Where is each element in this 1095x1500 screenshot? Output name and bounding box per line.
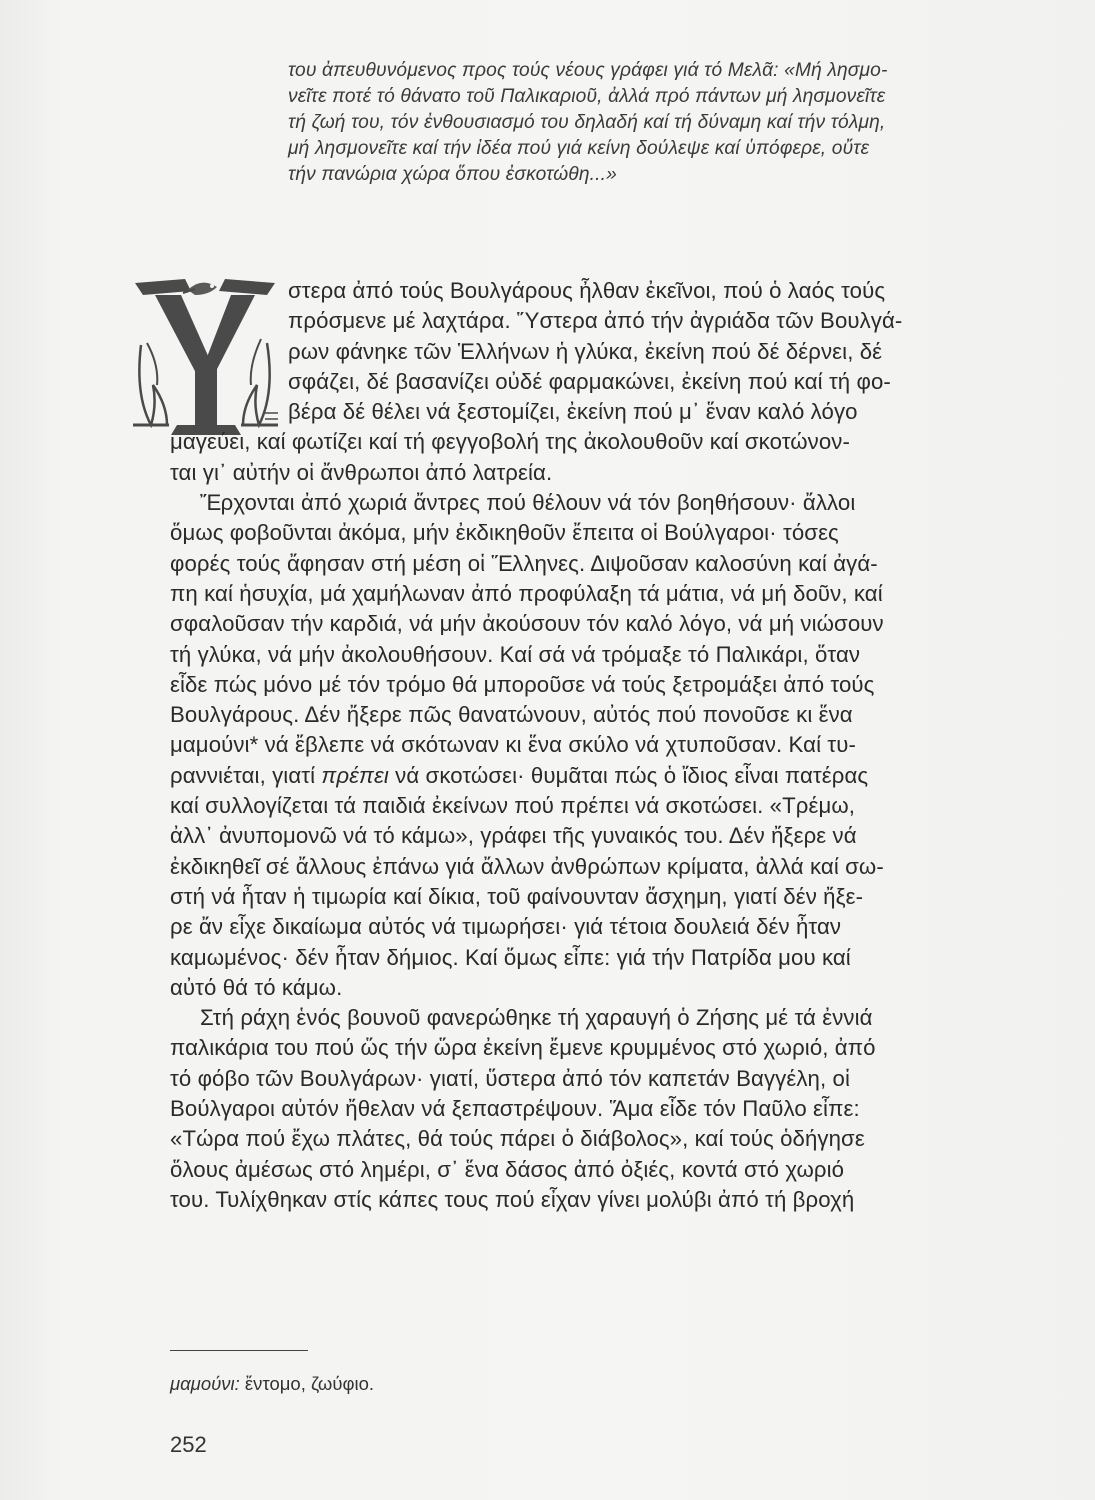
body-line: τή γλύκα, νά μήν ἀκολουθήσουν. Καί σά νά τρόμαξε τό Παλικάρι, ὅταν	[170, 641, 861, 667]
body-line: ἐκδικηθεῖ σέ ἄλλους ἐπάνω γιά ἄλλων ἀνθρώπων κρίματα, ἀλλά καί σω-	[170, 853, 884, 879]
body-line: πρόσμενε μέ λαχτάρα. Ὕστερα ἀπό τήν ἀγριάδα τῶν Βουλγά-	[288, 308, 903, 334]
body-line: ὅμως φοβοῦνται ἀκόμα, μήν ἐκδικηθοῦν ἔπειτα οἱ Βούλγαροι· τόσες	[170, 520, 839, 546]
body-line: στή νά ἦταν ἡ τιμωρία καί δίκια, τοῦ φαίνουνταν ἄσχημη, γιατί δέν ἤξε-	[170, 883, 864, 909]
body-line: τό φόβο τῶν Βουλγάρων· γιατί, ὕστερα ἀπό τόν καπετάν Βαγγέλη, οἱ	[170, 1065, 850, 1091]
body-line: καμωμένος· δέν ἦταν δήμιος. Καί ὅμως εἶπε: γιά τήν Πατρίδα μου καί	[170, 944, 851, 970]
body-line: εἶδε πώς μόνο μέ τόν τρόμο θά μποροῦσε νά τούς ξετρομάξει ἀπό τούς	[170, 671, 875, 697]
body-line: πη καί ἡσυχία, μά χαμήλωναν ἀπό προφύλαξη τά μάτια, νά μή δοῦν, καί	[170, 580, 883, 606]
body-line: του. Τυλίχθηκαν στίς κάπες τους πού εἶχαν γίνει μολύβι ἀπό τή βροχή	[170, 1186, 855, 1212]
body-line: σφάζει, δέ βασανίζει οὐδέ φαρμακώνει, ἐκείνη πού καί τή φο-	[288, 368, 891, 394]
body-line-part: νά σκοτώσει· θυμᾶται πώς ὁ ἴδιος εἶναι πατέρας	[388, 762, 869, 788]
body-line: μαγεύει, καί φωτίζει καί τή φεγγοβολή της ἀκολουθοῦν καί σκοτώνον-	[170, 429, 850, 455]
footnote	[170, 1373, 374, 1395]
body-line: Βουλγάρους. Δέν ἤξερε πῶς θανατώνουν, αὐτός πού πονοῦσε κι ἕνα	[170, 702, 853, 728]
body-line-part: ραννιέται, γιατί	[170, 762, 322, 788]
page-number: 252	[170, 1432, 207, 1457]
italic-quote-block	[288, 58, 1068, 188]
body-line: βέρα δέ θέλει νά ξεστομίζει, ἐκείνη πού μ᾽ ἕναν καλό λόγο	[288, 399, 858, 425]
body-line: στερα ἀπό τούς Βουλγάρους ἦλθαν ἐκεῖνοι, πού ὁ λαός τούς	[288, 278, 886, 303]
body-line: Στή ράχη ἑνός βουνοῦ φανερώθηκε τή χαραυγή ὁ Ζήσης μέ τά ἐννιά	[200, 1005, 873, 1031]
body-line: καί συλλογίζεται τά παιδιά ἐκείνων πού πρέπει νά σκοτώσει. «Τρέμω,	[170, 793, 856, 819]
body-line: ρε ἄν εἶχε δικαίωμα αὐτός νά τιμωρήσει· γιά τέτοια δουλειά δέν ἦταν	[170, 914, 842, 940]
body-line: Ἔρχονται ἀπό χωριά ἄντρες πού θέλουν νά τόν βοηθήσουν· ἄλλοι	[200, 490, 856, 516]
footnote-divider	[170, 1350, 308, 1351]
body-line: παλικάρια του πού ὥς τήν ὥρα ἐκείνη ἔμενε κρυμμένος στό χωριό, ἀπό	[170, 1035, 876, 1061]
body-line: ὅλους ἀμέσως στό λημέρι, σ᾽ ἕνα δάσος ἀπό ὀξιές, κοντά στό χωριό	[170, 1156, 845, 1182]
quote-line: τήν πανώρια χώρα ὅπου ἐσκοτώθη...»	[288, 164, 617, 185]
body-line: Βούλγαροι αὐτόν ἤθελαν νά ξεπαστρέψουν. Ἅμα εἶδε τόν Παῦλο εἶπε:	[170, 1096, 860, 1122]
body-line: ρων φάνηκε τῶν Ἑλλήνων ἡ γλύκα, ἐκείνη πού δέ δέρνει, δέ	[288, 338, 883, 364]
body-line: φορές τούς ἄφησαν στή μέση οἱ Ἕλληνες. Διψοῦσαν καλοσύνη καί ἀγά-	[170, 550, 878, 576]
quote-line: μή λησμονεῖτε καί τήν ἰδέα πού γιά κείνη δούλεψε καί ὑπόφερε, οὔτε	[288, 138, 870, 159]
quote-line: του ἀπευθυνόμενος προς τούς νέους γράφει γιά τό Μελᾶ: «Μή λησμο-	[288, 60, 888, 81]
emphasized-word: πρέπει	[321, 762, 389, 788]
body-line: αὐτό θά τό κάμω.	[170, 974, 343, 1000]
body-line: ται γι᾽ αὐτήν οἱ ἄνθρωποι ἀπό λατρεία.	[170, 459, 553, 485]
footnote-term: μαμούνι:	[170, 1373, 240, 1394]
body-line: «Τώρα πού ἔχω πλάτες, θά τούς πάρει ὁ διάβολος», καί τούς ὁδήγησε	[170, 1126, 865, 1152]
body-line: μαμούνι* νά ἔβλεπε νά σκότωναν κι ἕνα σκύλο νά χτυποῦσαν. Καί τυ-	[170, 732, 856, 758]
quote-line: νεῖτε ποτέ τό θάνατο τοῦ Παλικαριοῦ, ἀλλά πρό πάντων μή λησμονεῖτε	[288, 86, 886, 107]
body-line-with-emphasis	[170, 761, 1070, 791]
body-line: ἀλλ᾽ ἀνυπομονῶ νά τό κάμω», γράφει τῆς γυναικός του. Δέν ἤξερε νά	[170, 823, 857, 849]
quote-line: τή ζωή του, τόν ἐνθουσιασμό του δηλαδή καί τή δύναμη καί τήν τόλμη,	[288, 112, 886, 133]
body-text	[170, 276, 1070, 1215]
footnote-definition: ἔντομο, ζωύφιο.	[239, 1373, 375, 1394]
body-line: σφαλοῦσαν τήν καρδιά, νά μήν ἀκούσουν τόν καλό λόγο, νά μή νιώσουν	[170, 611, 884, 637]
